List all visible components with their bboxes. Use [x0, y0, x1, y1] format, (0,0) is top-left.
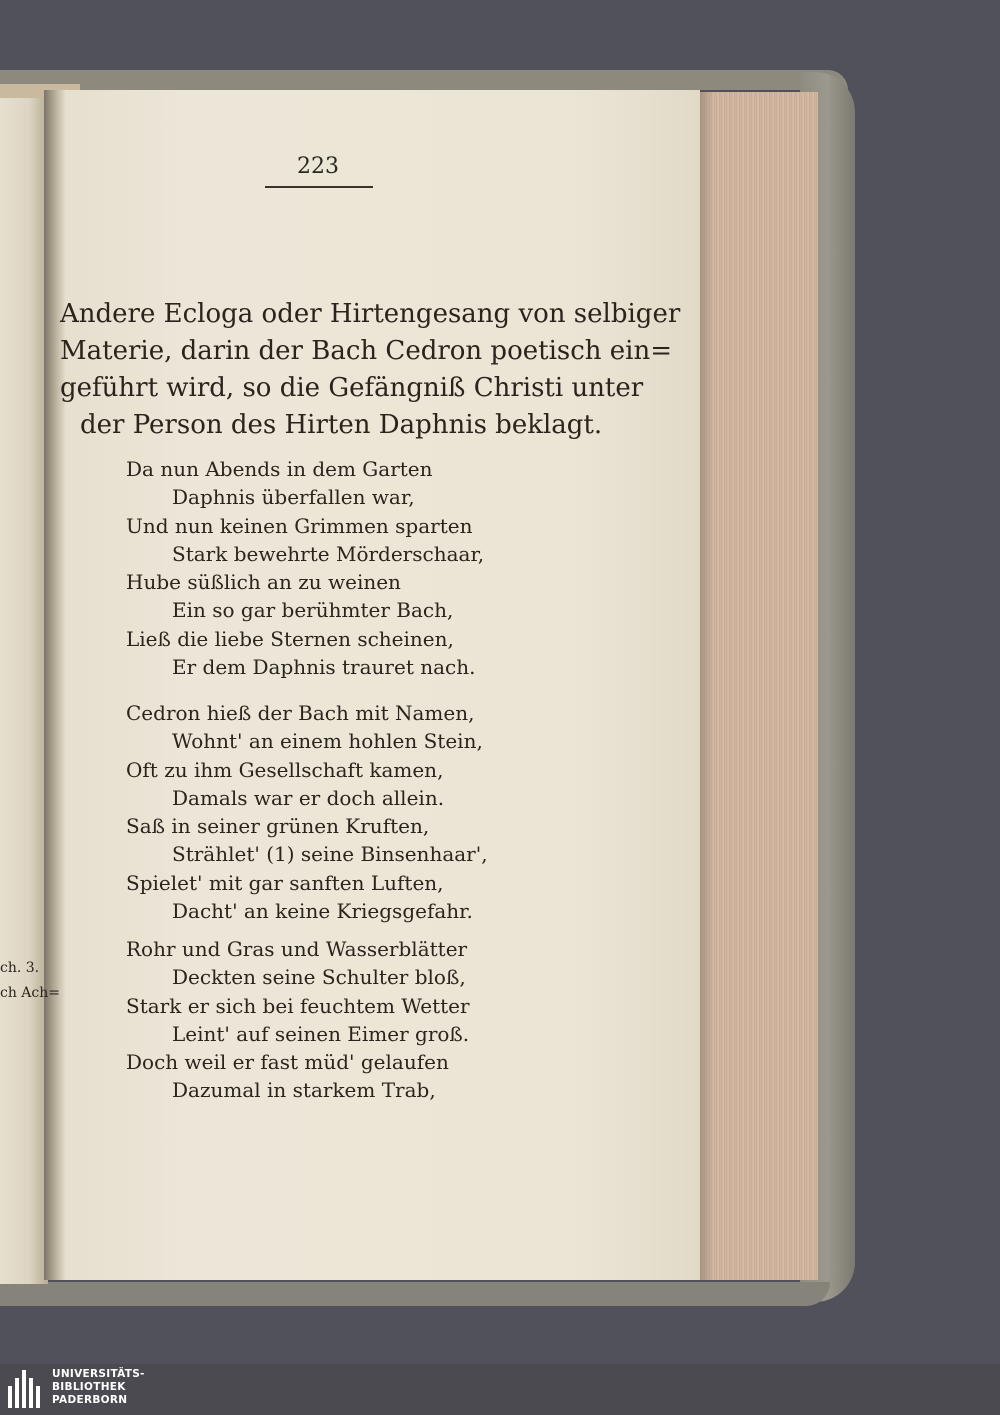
- verse-line: Cedron hieß der Bach mit Namen,: [126, 701, 475, 725]
- page-number-rule: [265, 186, 373, 188]
- stanza-2: [126, 699, 606, 925]
- heading-line: Andere Ecloga oder Hirtengesang von selbiger: [60, 299, 681, 329]
- verse-line: Doch weil er fast müd' gelaufen: [126, 1050, 449, 1075]
- book-cover-top-edge: [0, 70, 848, 90]
- verse-line: Hube süßlich an zu weinen: [126, 570, 401, 595]
- page-block-edges: [700, 92, 818, 1280]
- verse-line: Oft zu ihm Gesellschaft kamen,: [126, 757, 444, 782]
- verse-line: Stark er sich bei feuchtem Wetter: [126, 993, 470, 1018]
- poem-heading: [60, 296, 681, 444]
- footer-bar: [0, 1364, 1000, 1415]
- heading-line: der Person des Hirten Daphnis beklagt.: [80, 410, 603, 440]
- verse-line: Da nun Abends in dem Garten: [126, 457, 433, 481]
- verse-line: Strählet' (1) seine Binsenhaar',: [172, 842, 488, 867]
- library-name-line: UNIVERSITÄTS-: [52, 1368, 145, 1380]
- verse-line: Leint' auf seinen Eimer groß.: [172, 1021, 470, 1046]
- library-name-line: PADERBORN: [52, 1394, 128, 1406]
- stanza-1: [126, 455, 606, 681]
- left-page-margin-text: ch Ach=: [0, 985, 61, 1001]
- verse-line: Ein so gar berühmter Bach,: [172, 598, 454, 623]
- book-cover-bottom-edge: [0, 1282, 830, 1306]
- verse-line: Er dem Daphnis trauret nach.: [172, 655, 476, 680]
- verse-line: Dazumal in starkem Trab,: [172, 1078, 436, 1103]
- verse-line: Dacht' an keine Kriegsgefahr.: [172, 899, 473, 924]
- page-gutter: [44, 90, 66, 1280]
- verse-line: Spielet' mit gar sanften Luften,: [126, 870, 444, 895]
- page-edges-shadow: [700, 92, 714, 1280]
- page-number: 223: [297, 154, 339, 179]
- verse-line: Rohr und Gras und Wasserblätter: [126, 937, 468, 961]
- library-name: [52, 1368, 145, 1407]
- verse-line: Deckten seine Schulter bloß,: [172, 965, 466, 990]
- heading-line: Materie, darin der Bach Cedron poetisch ein=: [60, 336, 673, 366]
- verse-line: Ließ die liebe Sternen scheinen,: [126, 626, 454, 651]
- left-page-margin-text: ch. 3.: [0, 960, 40, 976]
- verse-line: Daphnis überfallen war,: [172, 485, 415, 510]
- verse-line: Saß in seiner grünen Kruften,: [126, 814, 430, 839]
- verse-line: Damals war er doch allein.: [172, 785, 445, 810]
- library-name-line: BIBLIOTHEK: [52, 1381, 126, 1393]
- stanza-3: [126, 935, 606, 1105]
- left-facing-page: [0, 84, 48, 1284]
- verse-line: Und nun keinen Grimmen sparten: [126, 513, 473, 538]
- university-library-logo-icon: [8, 1370, 48, 1408]
- heading-line: geführt wird, so die Gefängniß Christi unter: [60, 373, 644, 403]
- verse-line: Wohnt' an einem hohlen Stein,: [172, 729, 483, 754]
- verse-line: Stark bewehrte Mörderschaar,: [172, 541, 485, 566]
